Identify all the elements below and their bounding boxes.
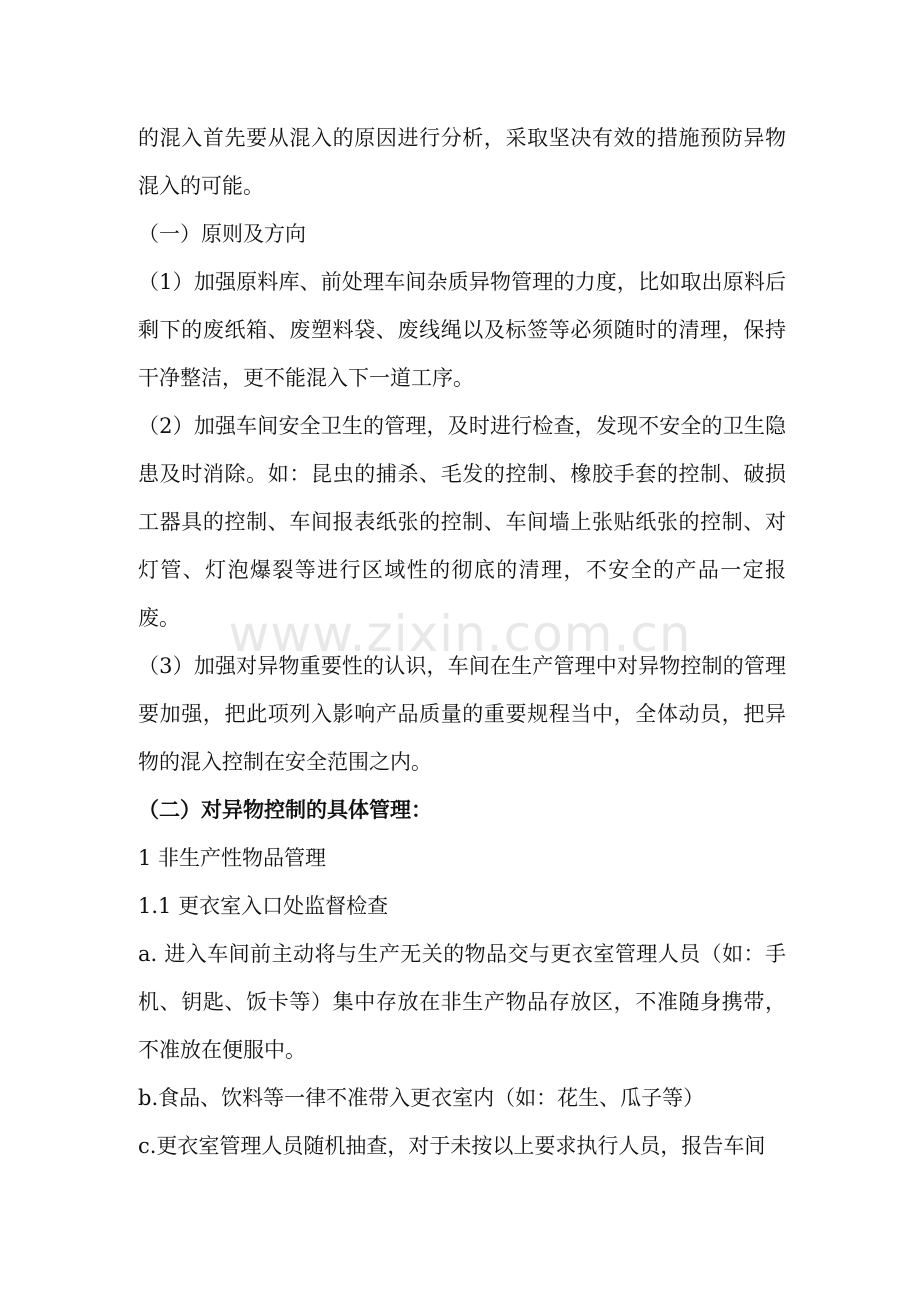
- heading-section-1-1: 1.1 更衣室入口处监督检查: [138, 894, 389, 918]
- paragraph-item-2: （2）加强车间安全卫生的管理，及时进行检查，发现不安全的卫生隐患及时消除。如：昆虫的捕杀、毛发的控制、橡胶手套的控制、破损工器具的控制、车间报表纸张的控制、车间墙上张贴纸张的控制、对灯管、灯泡爆裂等进行区域性的彻底的清理，不安全的产品一定报废。: [138, 414, 786, 630]
- document-body: [138, 114, 786, 1170]
- paragraph-item-c: c.更衣室管理人员随机抽查，对于未按以上要求执行人员，报告车间: [138, 1134, 766, 1158]
- paragraph-item-b: b.食品、饮料等一律不准带入更衣室内（如：花生、瓜子等）: [138, 1086, 705, 1110]
- heading-specific-management: （二）对异物控制的具体管理：: [138, 797, 432, 822]
- paragraph-intro: 的混入首先要从混入的原因进行分析，采取坚决有效的措施预防异物混入的可能。: [138, 126, 786, 198]
- heading-principles: （一）原则及方向: [138, 222, 306, 246]
- paragraph-item-3: （3）加强对异物重要性的认识，车间在生产管理中对异物控制的管理要加强，把此项列入影响产品质量的重要规程当中，全体动员，把异物的混入控制在安全范围之内。: [138, 654, 786, 774]
- watermark: www.zixin.com.cn: [228, 605, 692, 663]
- paragraph-item-a: a. 进入车间前主动将与生产无关的物品交与更衣室管理人员（如：手机、钥匙、饭卡等）集中存放在非生产物品存放区，不准随身携带，不准放在便服中。: [138, 942, 786, 1062]
- paragraph-item-1: （1）加强原料库、前处理车间杂质异物管理的力度，比如取出原料后剩下的废纸箱、废塑料袋、废线绳以及标签等必须随时的清理，保持干净整洁，更不能混入下一道工序。: [138, 270, 786, 390]
- heading-section-1: 1 非生产性物品管理: [138, 846, 327, 870]
